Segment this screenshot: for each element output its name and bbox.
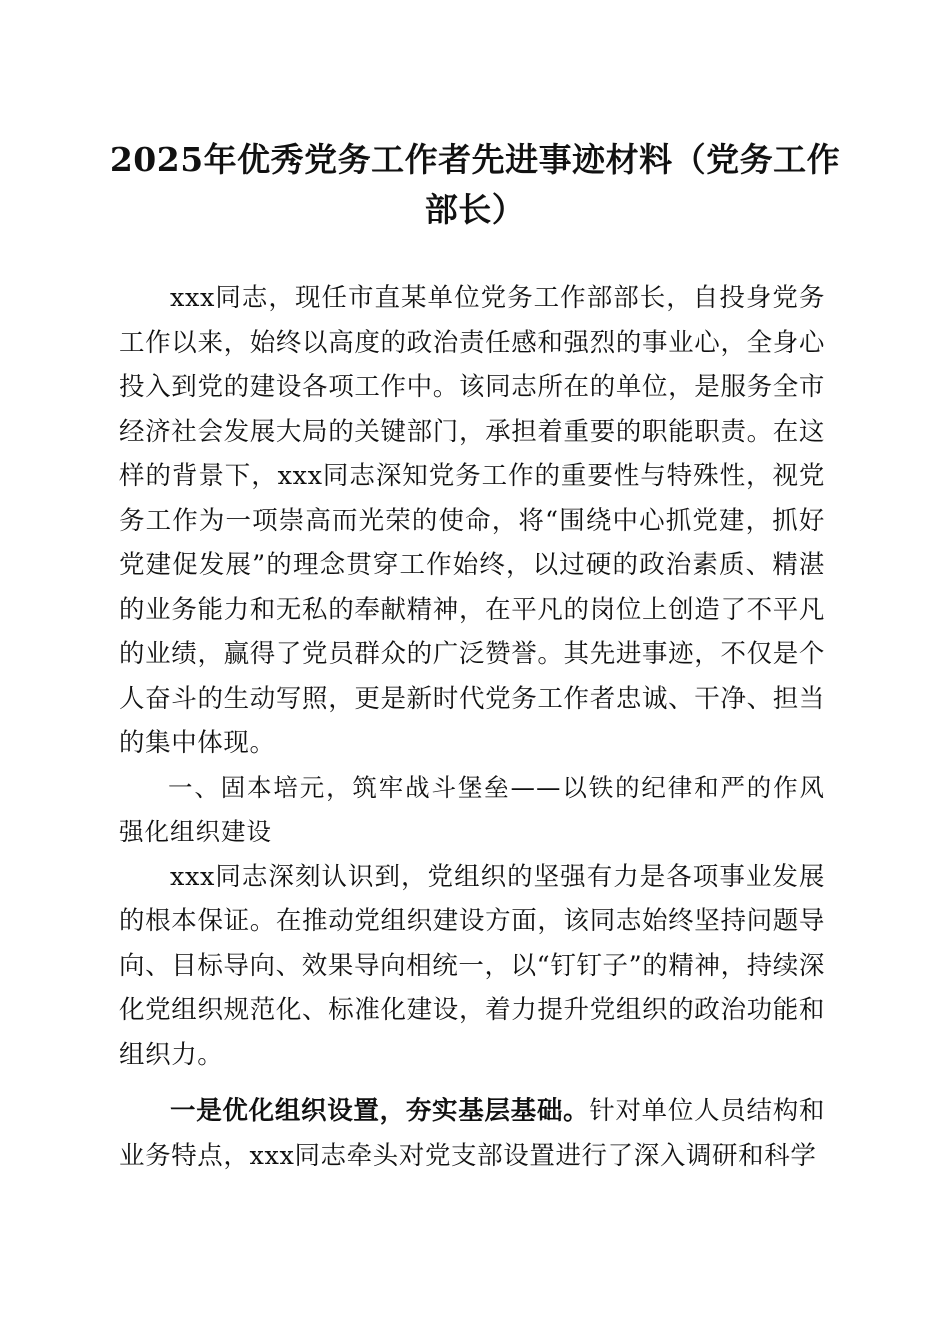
subpoint-text: 针对单位人员结构和业务特点，xxx同志牵头对党支部设置进行了深入调研和科学 bbox=[119, 1096, 825, 1171]
subpoint-paragraph-1 bbox=[119, 1089, 825, 1178]
document-body bbox=[119, 276, 825, 1178]
document-title: 2025年优秀党务工作者先进事迹材料（党务工作部长） bbox=[109, 140, 841, 229]
intro-paragraph: xxx同志，现任市直某单位党务工作部部长，自投身党务工作以来，始终以高度的政治责任感和强烈的事业心，全身心投入到党的建设各项工作中。该同志所在的单位，是服务全市经济社会发展大局的关键部门，承担着重要的职能职责。在这样的背景下，xxx同志深知党务工作的重要性与特殊性，视党务工作为一项崇高而光荣的使命，将“围绕中心抓党建，抓好党建促发展”的理念贯穿工作始终，以过硬的政治素质、精湛的业务能力和无私的奉献精神，在平凡的岗位上创造了不平凡的业绩，赢得了党员群众的广泛赞誉。其先进事迹，不仅是个人奋斗的生动写照，更是新时代党务工作者忠诚、干净、担当的集中体现。 bbox=[119, 283, 825, 758]
section-1-paragraph: xxx同志深刻认识到，党组织的坚强有力是各项事业发展的根本保证。在推动党组织建设方面，该同志始终坚持问题导向、目标导向、效果导向相统一，以“钉钉子”的精神，持续深化党组织规范化、标准化建设，着力提升党组织的政治功能和组织力。 bbox=[119, 861, 825, 1070]
section-heading-1: 一、固本培元，筑牢战斗堡垒——以铁的纪律和严的作风强化组织建设 bbox=[119, 772, 825, 846]
subpoint-lead: 一是优化组织设置，夯实基层基础。 bbox=[170, 1096, 590, 1126]
